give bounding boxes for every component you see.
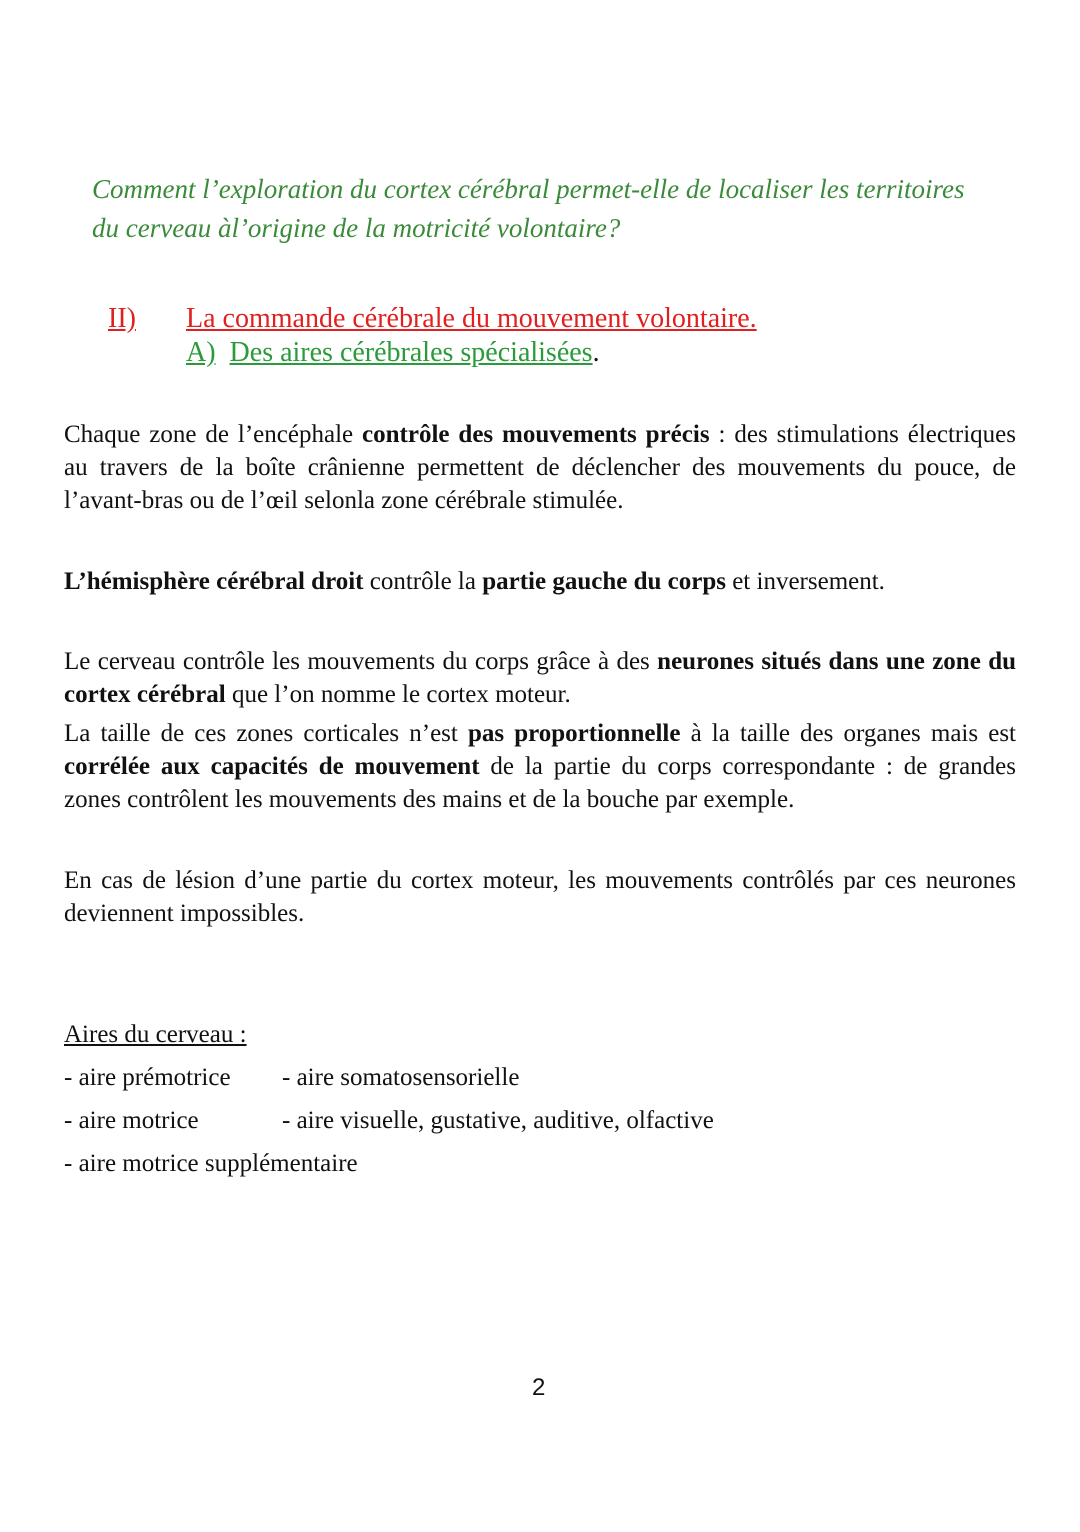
paragraph-cortical-size bbox=[64, 717, 1016, 816]
text: que l’on nomme le cortex moteur. bbox=[225, 681, 571, 708]
text: à la taille des organes mais est bbox=[680, 720, 1016, 747]
text: : des stimulations électriques au travers de la boîte crânienne permettent de déclencher des mouvements du pouce, de l’avant-bras ou de l’œil selonla zone cérébrale stimulée. bbox=[64, 421, 1017, 514]
area-item: - aire motrice bbox=[64, 1107, 199, 1134]
areas-title: Aires du cerveau : bbox=[64, 1021, 247, 1048]
subsection-heading bbox=[186, 337, 600, 369]
bold-text: partie gauche du corps bbox=[482, 568, 726, 595]
area-item: - aire motrice supplémentaire bbox=[64, 1150, 358, 1177]
text: de la partie du corps correspondante : de grandes zones contrôlent les mouvements des mains et de la bouche par exemple. bbox=[64, 753, 1016, 813]
bold-text: corrélée aux capacités de mouvement bbox=[64, 753, 480, 780]
bold-text: L’hémisphère cérébral droit bbox=[64, 568, 364, 595]
text: et inversement. bbox=[725, 568, 885, 595]
section-number: II) bbox=[108, 303, 136, 334]
paragraph-lesion: En cas de lésion d’une partie du cortex moteur, les mouvements contrôlés par ces neurones deviennent impossibles. bbox=[64, 867, 1016, 927]
text: Le cerveau contrôle les mouvements du corps grâce à des bbox=[64, 648, 658, 675]
paragraph-areas-control bbox=[64, 418, 1016, 517]
text: contrôle la bbox=[363, 568, 483, 595]
area-item: - aire somatosensorielle bbox=[282, 1064, 520, 1091]
guiding-question: Comment l’exploration du cortex cérébral permet-elle de localiser les territoires du cerveau àl’origine de la motricité volontaire? bbox=[92, 174, 965, 243]
text: Chaque zone de l’encéphale bbox=[64, 421, 363, 448]
area-item: - aire prémotrice bbox=[64, 1064, 231, 1091]
text: La taille de ces zones corticales n’est bbox=[64, 720, 468, 747]
bold-text: neurones situés dans une zone du cortex cérébral bbox=[64, 648, 1017, 708]
area-item: - aire visuelle, gustative, auditive, olfactive bbox=[282, 1107, 714, 1134]
bold-text: pas proportionnelle bbox=[467, 720, 681, 747]
subsection-title: Des aires cérébrales spécialisées bbox=[229, 337, 593, 368]
paragraph-motor-cortex bbox=[64, 645, 1016, 711]
paragraph-hemisphere bbox=[64, 565, 1016, 598]
bold-text: contrôle des mouvements précis bbox=[362, 421, 710, 448]
section-title: La commande cérébrale du mouvement volontaire. bbox=[186, 303, 757, 334]
subsection-number: A) bbox=[186, 337, 216, 368]
page-number: 2 bbox=[532, 1374, 546, 1401]
subsection-dot: . bbox=[592, 337, 600, 368]
